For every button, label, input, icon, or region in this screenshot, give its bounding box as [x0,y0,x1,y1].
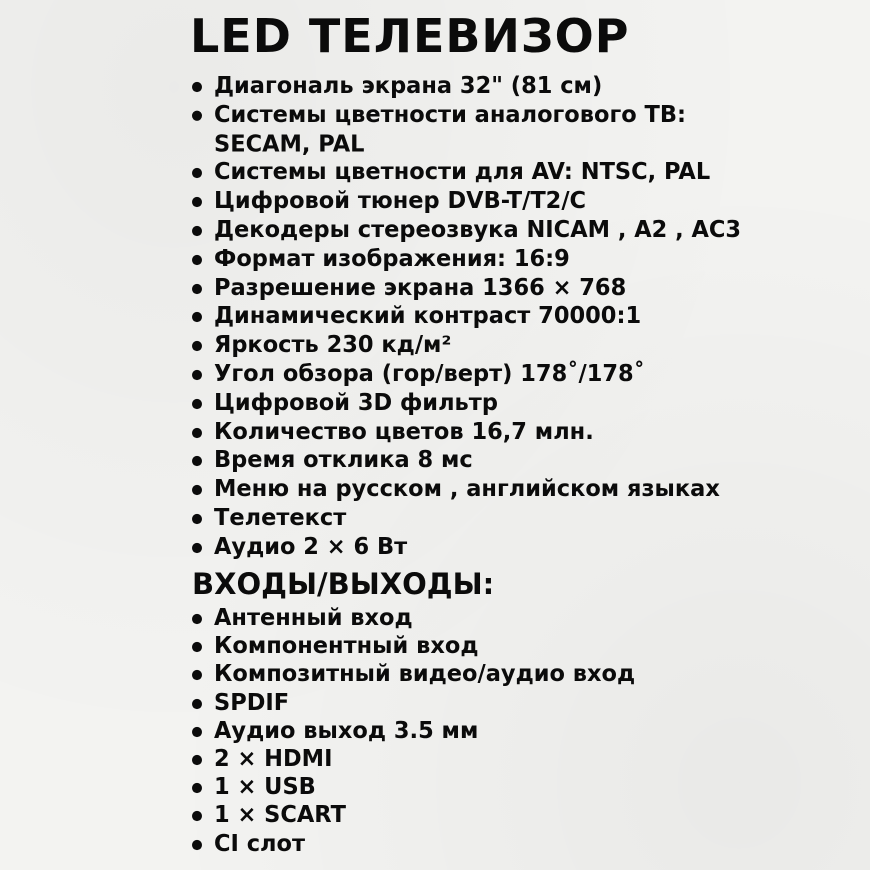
spec-item-text: Аудио 2 × 6 Вт [214,533,408,561]
bullet-icon [192,614,202,624]
spec-item-text: Цифровой 3D фильтр [214,389,498,417]
io-item-text: 1 × USB [214,773,316,801]
io-item [192,604,635,633]
spec-item-text: Системы цветности для AV: NTSC, PAL [214,159,711,186]
bullet-icon [192,197,202,207]
spec-item [192,417,741,446]
io-heading: ВХОДЫ/ВЫХОДЫ: [192,567,495,601]
bullet-icon [192,670,202,680]
bullet-icon [192,341,202,351]
io-item [192,801,635,830]
io-item [192,717,635,746]
spec-item-text: Яркость 230 кд/м² [214,331,452,359]
spec-item [192,72,741,101]
spec-item [192,475,741,504]
io-list [192,604,635,858]
spec-item [192,331,741,360]
bullet-icon [192,399,202,409]
bullet-icon [192,755,202,765]
spec-item [192,158,741,187]
bullet-icon [192,82,202,92]
bullet-icon [192,642,202,652]
spec-item-text: Формат изображения: 16:9 [214,245,570,273]
bullet-icon [192,699,202,709]
io-item-text: CI слот [214,830,306,857]
io-item [192,829,635,858]
bullet-icon [192,783,202,793]
io-item [192,773,635,802]
spec-item-text: Разрешение экрана 1366 × 768 [214,274,627,301]
io-item-text: SPDIF [214,689,290,716]
io-item [192,660,635,689]
io-item-text: Компонентный вход [214,632,479,660]
bullet-icon [192,110,202,120]
spec-item-text: Угол обзора (гор/верт) 178˚/178˚ [214,360,645,388]
page-title: LED ТЕЛЕВИЗОР [190,9,630,63]
spec-item [192,504,741,533]
spec-item [192,532,741,561]
spec-item-text: Количество цветов 16,7 млн. [214,418,594,445]
bullet-icon [192,255,202,265]
spec-item-text: Декодеры стереозвука NICAM , A2 , AC3 [214,216,742,244]
bullet-icon [192,811,202,821]
bullet-icon [192,283,202,293]
bullet-icon [192,370,202,380]
bullet-icon [192,456,202,466]
spec-item-text: Цифровой тюнер DVB-T/T2/C [214,187,587,215]
spec-item [192,446,741,475]
io-item-text: 1 × SCART [214,802,346,829]
io-item-text: 2 × HDMI [214,745,333,773]
spec-item [192,273,741,302]
spec-item [192,187,741,216]
io-item-text: Антенный вход [214,604,413,632]
bullet-icon [192,427,202,437]
bullet-icon [192,514,202,524]
bullet-icon [192,485,202,495]
io-item [192,688,635,717]
io-item-text: Композитный видео/аудио вход [214,661,636,688]
spec-item [192,302,741,331]
spec-list [192,72,741,562]
spec-item [192,216,741,245]
spec-item-text: Диагональ экрана 32" (81 см) [214,72,603,100]
spec-item [192,244,741,273]
bullet-icon [192,168,202,178]
spec-item-text: Динамический контраст 70000:1 [214,303,642,330]
spec-item-continuation: SECAM, PAL [214,130,365,158]
spec-item-text: Телетекст [214,504,347,532]
spec-item [192,360,741,389]
io-item [192,745,635,774]
io-item-text: Аудио выход 3.5 мм [214,717,479,745]
spec-item-text: Меню на русском , английском языках [214,475,720,503]
io-item [192,632,635,661]
bullet-icon [192,727,202,737]
bullet-icon [192,226,202,236]
bullet-icon [192,312,202,322]
bullet-icon [192,543,202,553]
spec-item-text: Время отклика 8 мс [214,447,473,474]
spec-item-text: Системы цветности аналогового ТВ: [214,101,686,128]
bullet-icon [192,840,202,850]
spec-item [192,100,741,159]
spec-item [192,388,741,417]
